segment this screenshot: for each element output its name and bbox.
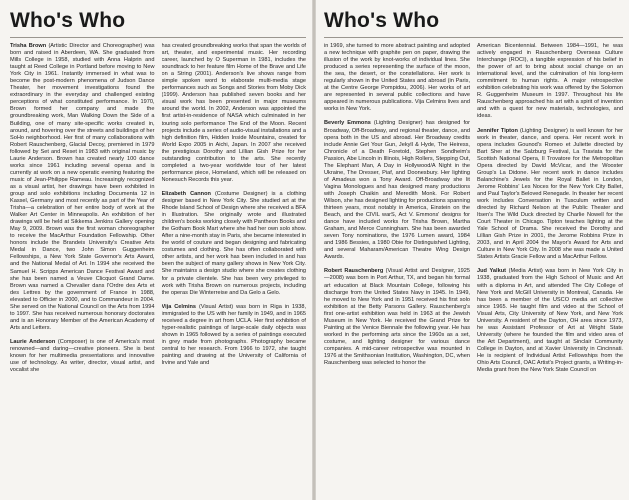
- bio-entry: [324, 120, 470, 261]
- bio-entry: [162, 191, 307, 297]
- bio-entry: [477, 128, 623, 262]
- bio-text: American Bicentennial. Between 1984—1991, he was actively engaged in Rauschenberg Overseas Culture Interchange (ROCI), a tangible expression of his belief in the power of art to bring about social change on an international level, and the culmination of his long-term commitment to human rights. A major retrospective exhibition celebrating his work was offered by the Solomon R. Guggenheim Museum in 1997. Throughout his life Rauschenberg approached his art with a spirit of invention and with a quest for new materials, technologies, and ideas.: [477, 43, 623, 120]
- bio-text: (Costume Designer) is a clothing designer based in New York City. She studied art at the Rhode Island School of Design where she received a BFA in Illustration. She originally wrote and illustrated children's books working closely with Pantheon Books and the Gotham Book Mart where she had her own solo show. After a nine-month stay in Paris, she became interested in the world of couture and began designing and fabricating costumes and clothing. She has often collaborated with other artists, and her work has been included in and has been the subject of many gallery shows in New York City. She maintains a design studio where she creates clothing for a private clientele. She has been very privileged to work with Trisha Brown on numerous projects, including the operas Die Winterreise and Da Gelo a Gelo.: [161, 190, 306, 296]
- column-1: [324, 43, 470, 500]
- column-2: [162, 43, 307, 500]
- bio-text: has created groundbreaking works that span the worlds of art, theater, and experimental music. Her recording career, launched by O Superman in 1981, includes the soundtrack to her feature film Home of the Brave and Life on a String (2001). Anderson's live shows range from simple spoken word to elaborate multi-media stage performances such as Songs and Stories from Moby Dick (1999). Anderson has published seven books and her visual work has been presented in major museums around the world. In 2002, Anderson was appointed the first artist-in-residence of NASA which culminated in her touring solo performance The End of the Moon. Recent projects include a series of audio-visual installations and a high definition film, Hidden Inside Mountains, created for World Expo 2005 in Aichi, Japan. In 2007 she received the prestigious Dorothy and Lillian Gish Prize for her outstanding contribution to the arts. She recently completed a two-year worldwide tour of her latest performance piece, Homeland, which will be released on Nonesuch Records this year.: [161, 43, 306, 183]
- bio-text: (Lighting Designer) is well known for her work in theater, dance, and opera. Her recent work in opera includes Gounod's Romeo et Juliette directed by Bart Sher at the Salzburg Festival, La Traviata for the Scottish National Opera, Il Trovatore for the Metropolitan Opera directed by David McVicar, and the Wooster Group's La Didone. Her recent work in dance includes Balanchine's Jewels for the Royal Ballet in London, Jerome Robbins' Les Noces for the New York City Ballet, and Paul Taylor's Beloved Renegade. In theater her recent work includes Conversation in Tusculum written and directed by Richard Nelson at the Public Theater and Itsen's The Wild Duck directed by Charlie Nowell for the Court Theater in Chicago. Tipton teaches lighting at the Yale School of Drama. She received the Dorothy and Lillian Gish Prize in 2001, the Jerome Robbins Prize in 2003, and in April 2004 the Mayor's Award for Arts and Culture in New York City. In 2008 she was made a United States Artists Gracie Fellow and a MacArthur Fellow.: [477, 127, 623, 261]
- bio-entry: [324, 268, 470, 367]
- bio-entry: [324, 43, 470, 113]
- bio-entry: [162, 304, 307, 367]
- bio-name: Laurie Anderson: [10, 338, 56, 345]
- bio-name: Jennifer Tipton: [477, 127, 518, 134]
- bio-entry: [10, 339, 155, 374]
- column-2: [477, 43, 623, 500]
- title-rule: [324, 37, 623, 38]
- bio-name: Vija Celmins: [161, 303, 197, 310]
- bio-name: Elizabeth Cannon: [161, 190, 211, 197]
- right-page: [316, 0, 629, 500]
- bio-entry: [162, 43, 307, 184]
- bio-entry: [477, 43, 623, 121]
- bio-text: (Artistic Director and Choreographer) was born and raised in Aberdeen, WA. She graduated from Mills College in 1958, studied with Anna Halprin and taught at Reed College in Portland before moving to New York City in 1961. Instantly immersed in what was to become the post-modern phenomena of Judson Dance Theater, her movement investigations found the extraordinary in the everyday and challenged existing perceptions of what constituted performance. In 1970, Brown formed her company and made the groundbreaking work, Man Walking Down the Side of a Building, one of many site-specific works created in, around, and hovering over the streets and buildings of her SoHo neighborhood. Her first of many collaborations with Robert Rauschenberg, Glacial Decoy, premiered in 1979 followed by Set and Reset in 1983 with original music by Laurie Anderson. Brown has created nearly 100 dance works since 1961 including several operas and is currently at work on a new operatic evening featuring the music of Jean-Philippe Rameau. Increasingly recognized as a visual artist, her drawings have been exhibited in group and solo exhibitions including Documenta 12 in Kassel, Germany and most recently as part of the Year of Trisha—a celebration of her entire body of work at the Walker Art Center in Minneapolis. An exhibition of her drawings will be held at Sikkema Jenkins Gallery opening May 9, 2009. Brown was the first woman choreographer to receive the MacArthur Foundation Fellowship. Other honors include the Brandeis University's Creative Arts Medal in Dance, two John Simon Guggenheim Fellowships, a New York State Governor's Arts Award, and the National Medal of Art. In 1994 she received the Samuel H. Scripps American Dance Festival Award and she has been named a Veuve Clicquot Grand Dame. Brown was named a Chevalier dans l'Ordre des Arts et des Lettres by the government of France in 1988, elevated to Officier in 2000, and to Commandeur in 2004. She served on the National Council on the Arts from 1994 to 1997. She has received numerous honorary doctorates and is an Honorary Member of the American Academy of Arts and Letters.: [10, 43, 155, 331]
- bio-name: Jud Yalkut: [477, 268, 506, 275]
- bio-text: (Media Artist) was born in New York City in 1938, graduated from the High School of Music and Art with a diploma in Art, and attended The City College of New York and McGill University in Montreal, Canada. He has been a member of the USCO media art collective since 1965. He taught film and video at the School of Visual Arts, City University of New York, and New York University. A resident of the Dayton, OH area since 1973, he was Assistant Professor of Art at Wright State University (where he founded the film and video area of the Art Department), and taught at Sinclair Community College in Dayton, and at Xavier University in Cincinnati. He is recipient of Individual Artist Fellowships from the Ohio Arts Council, OAC Artist's Project grants, a Writing-in-Media grant from the New York State Council on: [477, 268, 623, 374]
- bio-name: Trisha Brown: [10, 43, 47, 49]
- page-title: Who's Who: [324, 9, 440, 32]
- bio-text: (Composer) is one of America's most renowned—and daring—creative pioneers. She is best known for her multimedia presentations and innovative use of technology. As writer, director, visual artist, and vocalist she: [10, 338, 155, 374]
- bio-name: Beverly Emmons: [324, 120, 371, 127]
- page-title: Who's Who: [10, 9, 126, 32]
- bio-text: in 1969, she turned to more abstract painting and adopted a new technique with graphite pen on paper, drawing the illusion of the work by knot-works of individual lines. She produced a series representing the surface of the moon, the sea, the desert, or the constellations. Her work is regularly shown in the United States and abroad (in Paris, at the Centre George Pompidou, 2006). Her works of art are represented in several public collections and have appeared in numerous publications. Vija Celmins lives and works in New York.: [324, 43, 470, 113]
- bio-name: Robert Rauschenberg: [324, 268, 384, 275]
- bio-text: (Visual Artist and Designer, 1925—2008) was born in Port Arthur, TX, and began his formal art education at Black Mountain College, following his discharge from the United States Navy in 1945. In 1949, he moved to New York and in 1951 received his first solo exhibition at the Betty Parsons Gallery. Rauschenberg's first one-artist exhibition was held in 1963 at the Jewish Museum in New York. He received the Grand Prize for Painting at the Venice Biennale the following year. He has worked in the performing arts since the 1960s as a set, costume, and lighting designer for various dance companies. A mid-career retrospective was mounted in 1976 at the Smithsonian Institution, Washington, DC, when Rauschenberg was selected to honor the: [324, 268, 470, 367]
- bio-entry: [477, 268, 623, 374]
- text-columns: [324, 43, 623, 500]
- title-rule: [10, 37, 306, 38]
- bio-entry: [10, 43, 155, 332]
- text-columns: [10, 43, 306, 500]
- left-page: [0, 0, 312, 500]
- bio-text: (Lighting Designer) has designed for Broadway, Off-Broadway, and regional theater, dance, and opera both in the US and abroad. Her Broadway credits include Annie Get Your Gun, Jekyll & Hyde, The Heiress, Chronicle of a Death Foretold, Stephen Sondheim's Passion, Abe Lincoln in Illinois, High Rollers, Stepping Out, The Elephant Man, A Day in Hollywood/A Night in the Ukraine, The Dresser, Piaf, and Doonesbury. Her lighting of Amadeus won a Tony Award. Off-Broadway she lit Vagina Monologues and has designed many productions with Joseph Chaikin and Meredith Monk. For Robert Wilson, she has designed lighting for productions spanning thirteen years, most notably in America, Einstein on the Beach, and the CIVIL warS, Act V. Emmons' designs for dance have included works for Trisha Brown, Martha Graham, and Merce Cunningham. She has been awarded seven Tony nominations, the 1976 Lumen award, 1984 and 1986 Bessies, a 1980 Obie for Distinguished Lighting, and several Maharam/American Theatre Wing Design Awards.: [324, 120, 470, 261]
- column-1: [10, 43, 155, 500]
- bio-text: (Visual Artist) was born in Riga in 1938, immigrated to the US with her family in 1949, and in 1965 received a degree in art from UCLA. Her first exhibition of hyper-realistic paintings of large-scale daily objects was shown in 1965 followed by a series of paintings executed in grey made from photographs. Photography became central to her research. From 1966 to 1972, she taught painting and drawing at the University of California of Irvine and Yale and: [161, 303, 306, 367]
